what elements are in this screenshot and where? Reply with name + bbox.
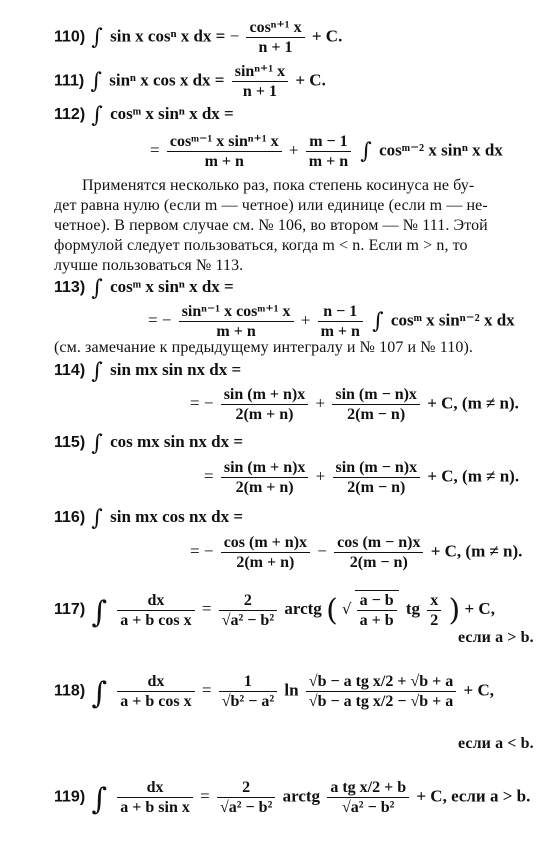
function-name: tg: [405, 598, 421, 618]
constant: + C, (m ≠ n).: [430, 541, 523, 561]
denominator: a + b sin x: [117, 797, 193, 817]
equals-minus: = −: [148, 310, 172, 330]
plus-sign: +: [315, 393, 326, 413]
formula-116-lhs: [54, 507, 243, 529]
fraction-2: [333, 458, 421, 497]
condition-117: если a > b.: [458, 629, 534, 646]
denominator: 2(m + n): [221, 477, 309, 497]
denominator: √a² − b²: [217, 797, 275, 817]
numerator: x: [430, 591, 439, 609]
fraction-2: [306, 132, 351, 171]
half-angle-den: 2: [385, 693, 394, 710]
integrand: cosᵐ⁻² x sinⁿ x dx: [379, 140, 503, 160]
fraction: [246, 18, 304, 57]
equals-sign: =: [150, 140, 160, 160]
constant: + C,: [464, 598, 495, 618]
integrand: sin x cosⁿ x dx =: [110, 26, 226, 46]
constant: + C.: [295, 70, 326, 90]
fraction-1: [179, 302, 294, 341]
formula-number: 111): [54, 72, 85, 90]
half-angle-num: x: [372, 673, 381, 690]
arctg-argument-fraction: [327, 778, 409, 817]
integrand: sinⁿ x cos x dx =: [109, 70, 225, 90]
denominator: m + n: [179, 321, 294, 341]
denominator: 2: [427, 610, 441, 630]
formula-number: 112): [54, 106, 86, 123]
radical-term: √b − a: [308, 693, 352, 710]
formula-114-rhs: [190, 385, 519, 424]
radicand-fraction: [355, 590, 399, 630]
constant: + C,: [463, 680, 495, 700]
denominator: m + n: [167, 151, 282, 171]
denominator: 2(m + n): [221, 404, 309, 424]
half-angle-num: x: [372, 693, 381, 710]
denominator: √b² − a²: [219, 691, 277, 711]
integrand-fraction: [117, 591, 194, 630]
integrand: sin mx sin nx dx =: [110, 360, 242, 379]
denominator: √a² − b²: [219, 610, 277, 630]
note-line-3: четное). В первом случае см. № 106, во втором — № 111. Этой: [54, 217, 488, 234]
constant: + C, (m ≠ n).: [427, 466, 520, 486]
integrand: cosᵐ x sinⁿ x dx =: [110, 277, 234, 296]
half-angle-num: x: [359, 779, 368, 796]
numerator: sin (m − n)x: [335, 386, 417, 403]
denominator: n + 1: [246, 37, 304, 57]
integrand: cosᵐ x sinⁿ x dx =: [110, 104, 234, 123]
denominator: n + 1: [232, 81, 288, 101]
coefficient-fraction: [219, 591, 277, 630]
constant: + C, (m ≠ n).: [427, 393, 519, 413]
denominator: a + b cos x: [117, 610, 194, 630]
fraction-1: [221, 458, 309, 497]
numerator: a tg x/2 + b: [330, 779, 407, 796]
half-angle-fraction: [427, 591, 441, 630]
fraction-1: [167, 132, 282, 171]
radical-sign: √: [342, 599, 352, 618]
numerator: √b − a tg x/2 + √b + a: [308, 673, 454, 690]
constant: + C,: [416, 786, 447, 806]
formula-117: [54, 590, 495, 630]
function-name: arctg: [284, 598, 322, 618]
plus-sign: +: [300, 310, 311, 330]
radical-term: √b − a: [308, 673, 352, 690]
integral-sign: ∫: [91, 506, 103, 531]
denominator: 2(m − n): [332, 404, 420, 424]
numerator: cosᵐ⁻¹ x sinⁿ⁺¹ x: [169, 133, 279, 150]
fraction-2: [334, 533, 423, 572]
integral-sign: ∫: [372, 309, 384, 335]
numerator: sin (m − n)x: [335, 459, 418, 476]
coefficient-fraction: [219, 672, 277, 711]
fraction-2: [332, 385, 420, 424]
fraction-2: [318, 302, 363, 341]
plus-sign: +: [288, 140, 299, 160]
formula-number: 110): [54, 28, 86, 46]
left-paren: (: [326, 592, 338, 628]
formula-115-lhs: [54, 432, 243, 454]
formula-112-lhs: [54, 104, 234, 126]
denominator: √a² − b²: [327, 797, 409, 817]
denominator: m + n: [306, 151, 351, 171]
note-line-1: Применятся несколько раз, пока степень косинуса не бу-: [82, 177, 475, 194]
tg-term: a tg: [330, 779, 356, 796]
formula-number: 113): [54, 279, 86, 296]
integral-sign: ∫: [91, 103, 103, 128]
equals-sign: =: [200, 786, 210, 806]
minus-sign: −: [317, 541, 327, 561]
integral-sign: ∫: [91, 676, 108, 712]
b-term: + b: [384, 779, 407, 796]
denominator: 2(m − n): [333, 477, 421, 497]
formula-number: 119): [54, 788, 86, 806]
formula-110: [54, 18, 342, 57]
note-line-2: дет равна нулю (если m — четное) или единице (если m — не-: [54, 197, 488, 214]
numerator: 2: [243, 591, 252, 609]
half-angle-den: 2: [385, 673, 394, 690]
numerator: dx: [147, 673, 165, 690]
integrand-fraction: [117, 778, 193, 817]
numerator: m − 1: [309, 133, 348, 150]
numerator: 2: [242, 779, 251, 796]
function-name: tg: [355, 673, 369, 690]
numerator: dx: [146, 779, 164, 796]
formula-112-rhs: [150, 132, 503, 171]
integrand: cosᵐ x sinⁿ⁻² x dx: [390, 310, 515, 330]
integrand: sin mx cos nx dx =: [110, 507, 244, 526]
denominator: √b − a tg x/2 − √b + a: [306, 691, 457, 711]
formula-number: 118): [54, 682, 86, 700]
formula-115-rhs: [204, 458, 519, 497]
plus-sign: +: [315, 466, 326, 486]
formula-number: 116): [54, 509, 86, 526]
numerator: sin (m + n)x: [223, 386, 306, 403]
formula-111: [54, 62, 326, 101]
integral-sign: ∫: [91, 431, 103, 456]
fraction-1: [221, 385, 309, 424]
function-name: tg: [355, 693, 369, 710]
equals-sign: =: [201, 598, 212, 618]
integral-sign: ∫: [91, 276, 103, 301]
constant: + C.: [311, 26, 343, 46]
log-argument-fraction: [306, 672, 457, 711]
function-name: ln: [284, 680, 299, 700]
equals-sign: =: [201, 680, 212, 700]
right-paren: ): [448, 592, 461, 628]
numerator: 1: [243, 673, 252, 690]
denominator: 2(m + n): [221, 552, 310, 572]
formula-116-rhs: [190, 533, 522, 572]
fraction: [232, 62, 288, 101]
integral-sign: ∫: [91, 594, 108, 630]
note-line-5: лучше пользоваться № 113.: [54, 257, 244, 274]
integral-sign: ∫: [91, 25, 103, 51]
denominator: a + b cos x: [117, 691, 194, 711]
formula-118: [54, 672, 494, 711]
integral-sign: ∫: [91, 359, 103, 384]
minus-sign: −: [229, 26, 240, 46]
integrand: cos mx sin nx dx =: [110, 432, 244, 451]
radical-term: − √b + a: [397, 693, 454, 710]
formula-number: 117): [54, 600, 86, 618]
numerator: sinⁿ⁻¹ x cosᵐ⁺¹ x: [181, 303, 291, 320]
note-113: (см. замечание к предыдущему интегралу и № 107 и № 110).: [54, 339, 473, 356]
half-angle-den: 2: [372, 779, 381, 796]
equals-minus: = −: [190, 541, 214, 561]
condition-118: если a < b.: [458, 735, 534, 752]
coefficient-fraction: [217, 778, 275, 817]
numerator: cosⁿ⁺¹ x: [249, 19, 302, 36]
integral-sign: ∫: [91, 782, 108, 818]
formula-number: 115): [54, 434, 86, 451]
denominator: m + n: [318, 321, 363, 341]
numerator: n − 1: [323, 303, 358, 320]
formula-113-rhs: [148, 302, 515, 341]
formula-114-lhs: [54, 360, 241, 382]
fraction-1: [221, 533, 310, 572]
function-name: arctg: [282, 786, 321, 806]
formula-119: [54, 778, 530, 817]
denominator: 2(m − n): [334, 552, 423, 572]
integral-sign: ∫: [90, 69, 102, 95]
numerator: a − b: [359, 592, 394, 609]
condition-119: если a > b.: [451, 786, 531, 806]
numerator: sin (m + n)x: [223, 459, 306, 476]
formula-number: 114): [54, 362, 86, 379]
numerator: dx: [147, 591, 165, 609]
equals-minus: = −: [190, 393, 214, 413]
numerator: sinⁿ⁺¹ x: [234, 63, 286, 80]
numerator: cos (m − n)x: [337, 534, 421, 551]
note-line-4: формулой следует пользоваться, когда m < n. Если m > n, то: [54, 237, 468, 254]
numerator: cos (m + n)x: [223, 534, 308, 551]
integral-sign: ∫: [360, 139, 372, 165]
radical-term: + √b + a: [397, 673, 454, 690]
formula-113-lhs: [54, 277, 234, 299]
equals-sign: =: [204, 466, 214, 486]
integrand-fraction: [117, 672, 194, 711]
denominator: a + b: [357, 610, 397, 630]
